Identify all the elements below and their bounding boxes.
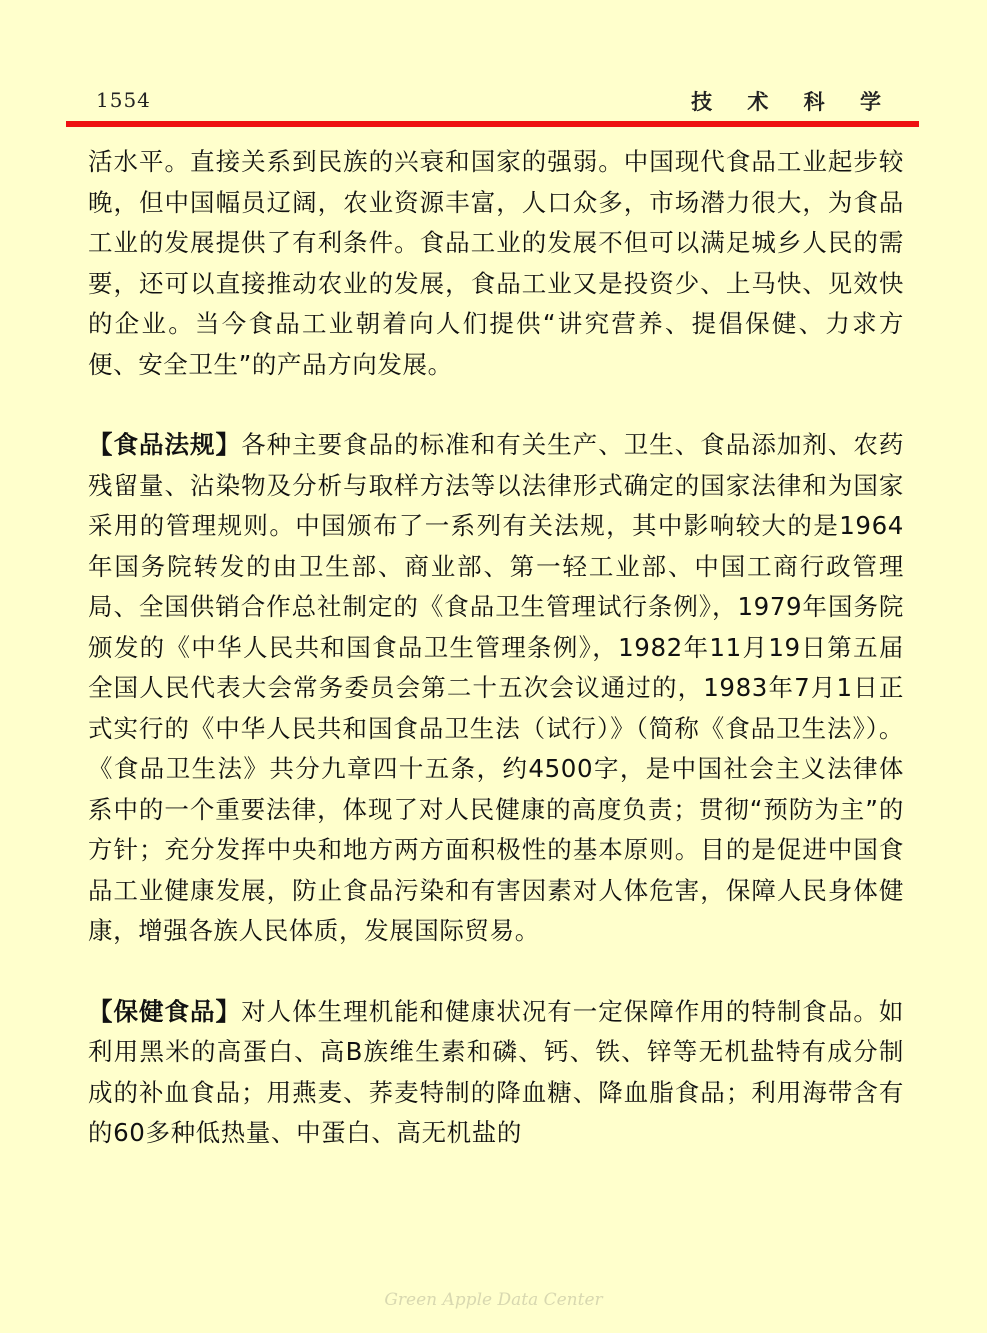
entry-text: 对人体生理机能和健康状况有一定保障作用的特制食品。如利用黑米的高蛋白、高B族维生素和磷、钙、铁、锌等无机盐特有成分制成的补血食品；用燕麦、荞麦特制的降血糖、降血脂食品；利用海带含有的60多种低热量、中蛋白、高无机盐的 (88, 996, 904, 1147)
watermark: Green Apple Data Center (384, 1290, 603, 1310)
article-body (88, 142, 904, 1154)
entry-term: 【保健食品】 (88, 996, 242, 1026)
entry-food-regulations (88, 425, 904, 952)
header-rule (66, 121, 919, 127)
paragraph-continuation (88, 142, 904, 385)
entry-term: 【食品法规】 (88, 430, 242, 459)
entry-text: 活水平。直接关系到民族的兴衰和国家的强弱。中国现代食品工业起步较晚，但中国幅员辽阔，农业资源丰富，人口众多，市场潜力很大，为食品工业的发展提供了有利条件。食品工业的发展不但可以满足城乡人民的需要，还可以直接推动农业的发展，食品工业又是投资少、上马快、见效快的企业。当今食品工业朝着向人们提供“讲究营养、提倡保健、力求方便、安全卫生”的产品方向发展。 (88, 147, 904, 379)
entry-health-food (88, 992, 904, 1154)
running-title: 技 术 科 学 (691, 90, 895, 114)
page-number: 1554 (96, 88, 151, 112)
entry-text: 各种主要食品的标准和有关生产、卫生、食品添加剂、农药残留量、沾染物及分析与取样方法等以法律形式确定的国家法律和为国家采用的管理规则。中国颁布了一系列有关法规，其中影响较大的是1964年国务院转发的由卫生部、商业部、第一轻工业部、中国工商行政管理局、全国供销合作总社制定的《食品卫生管理试行条例》，1979年国务院颁发的《中华人民共和国食品卫生管理条例》，1982年11月19日第五届全国人民代表大会常务委员会第二十五次会议通过的，1983年7月1日正式实行的《中华人民共和国食品卫生法（试行）》（简称《食品卫生法》）。《食品卫生法》共分九章四十五条，约4500字，是中国社会主义法律体系中的一个重要法律，体现了对人民健康的高度负责；贯彻“预防为主”的方针；充分发挥中央和地方两方面积极性的基本原则。目的是促进中国食品工业健康发展，防止食品污染和有害因素对人体危害，保障人民身体健康，增强各族人民体质，发展国际贸易。 (88, 430, 904, 945)
